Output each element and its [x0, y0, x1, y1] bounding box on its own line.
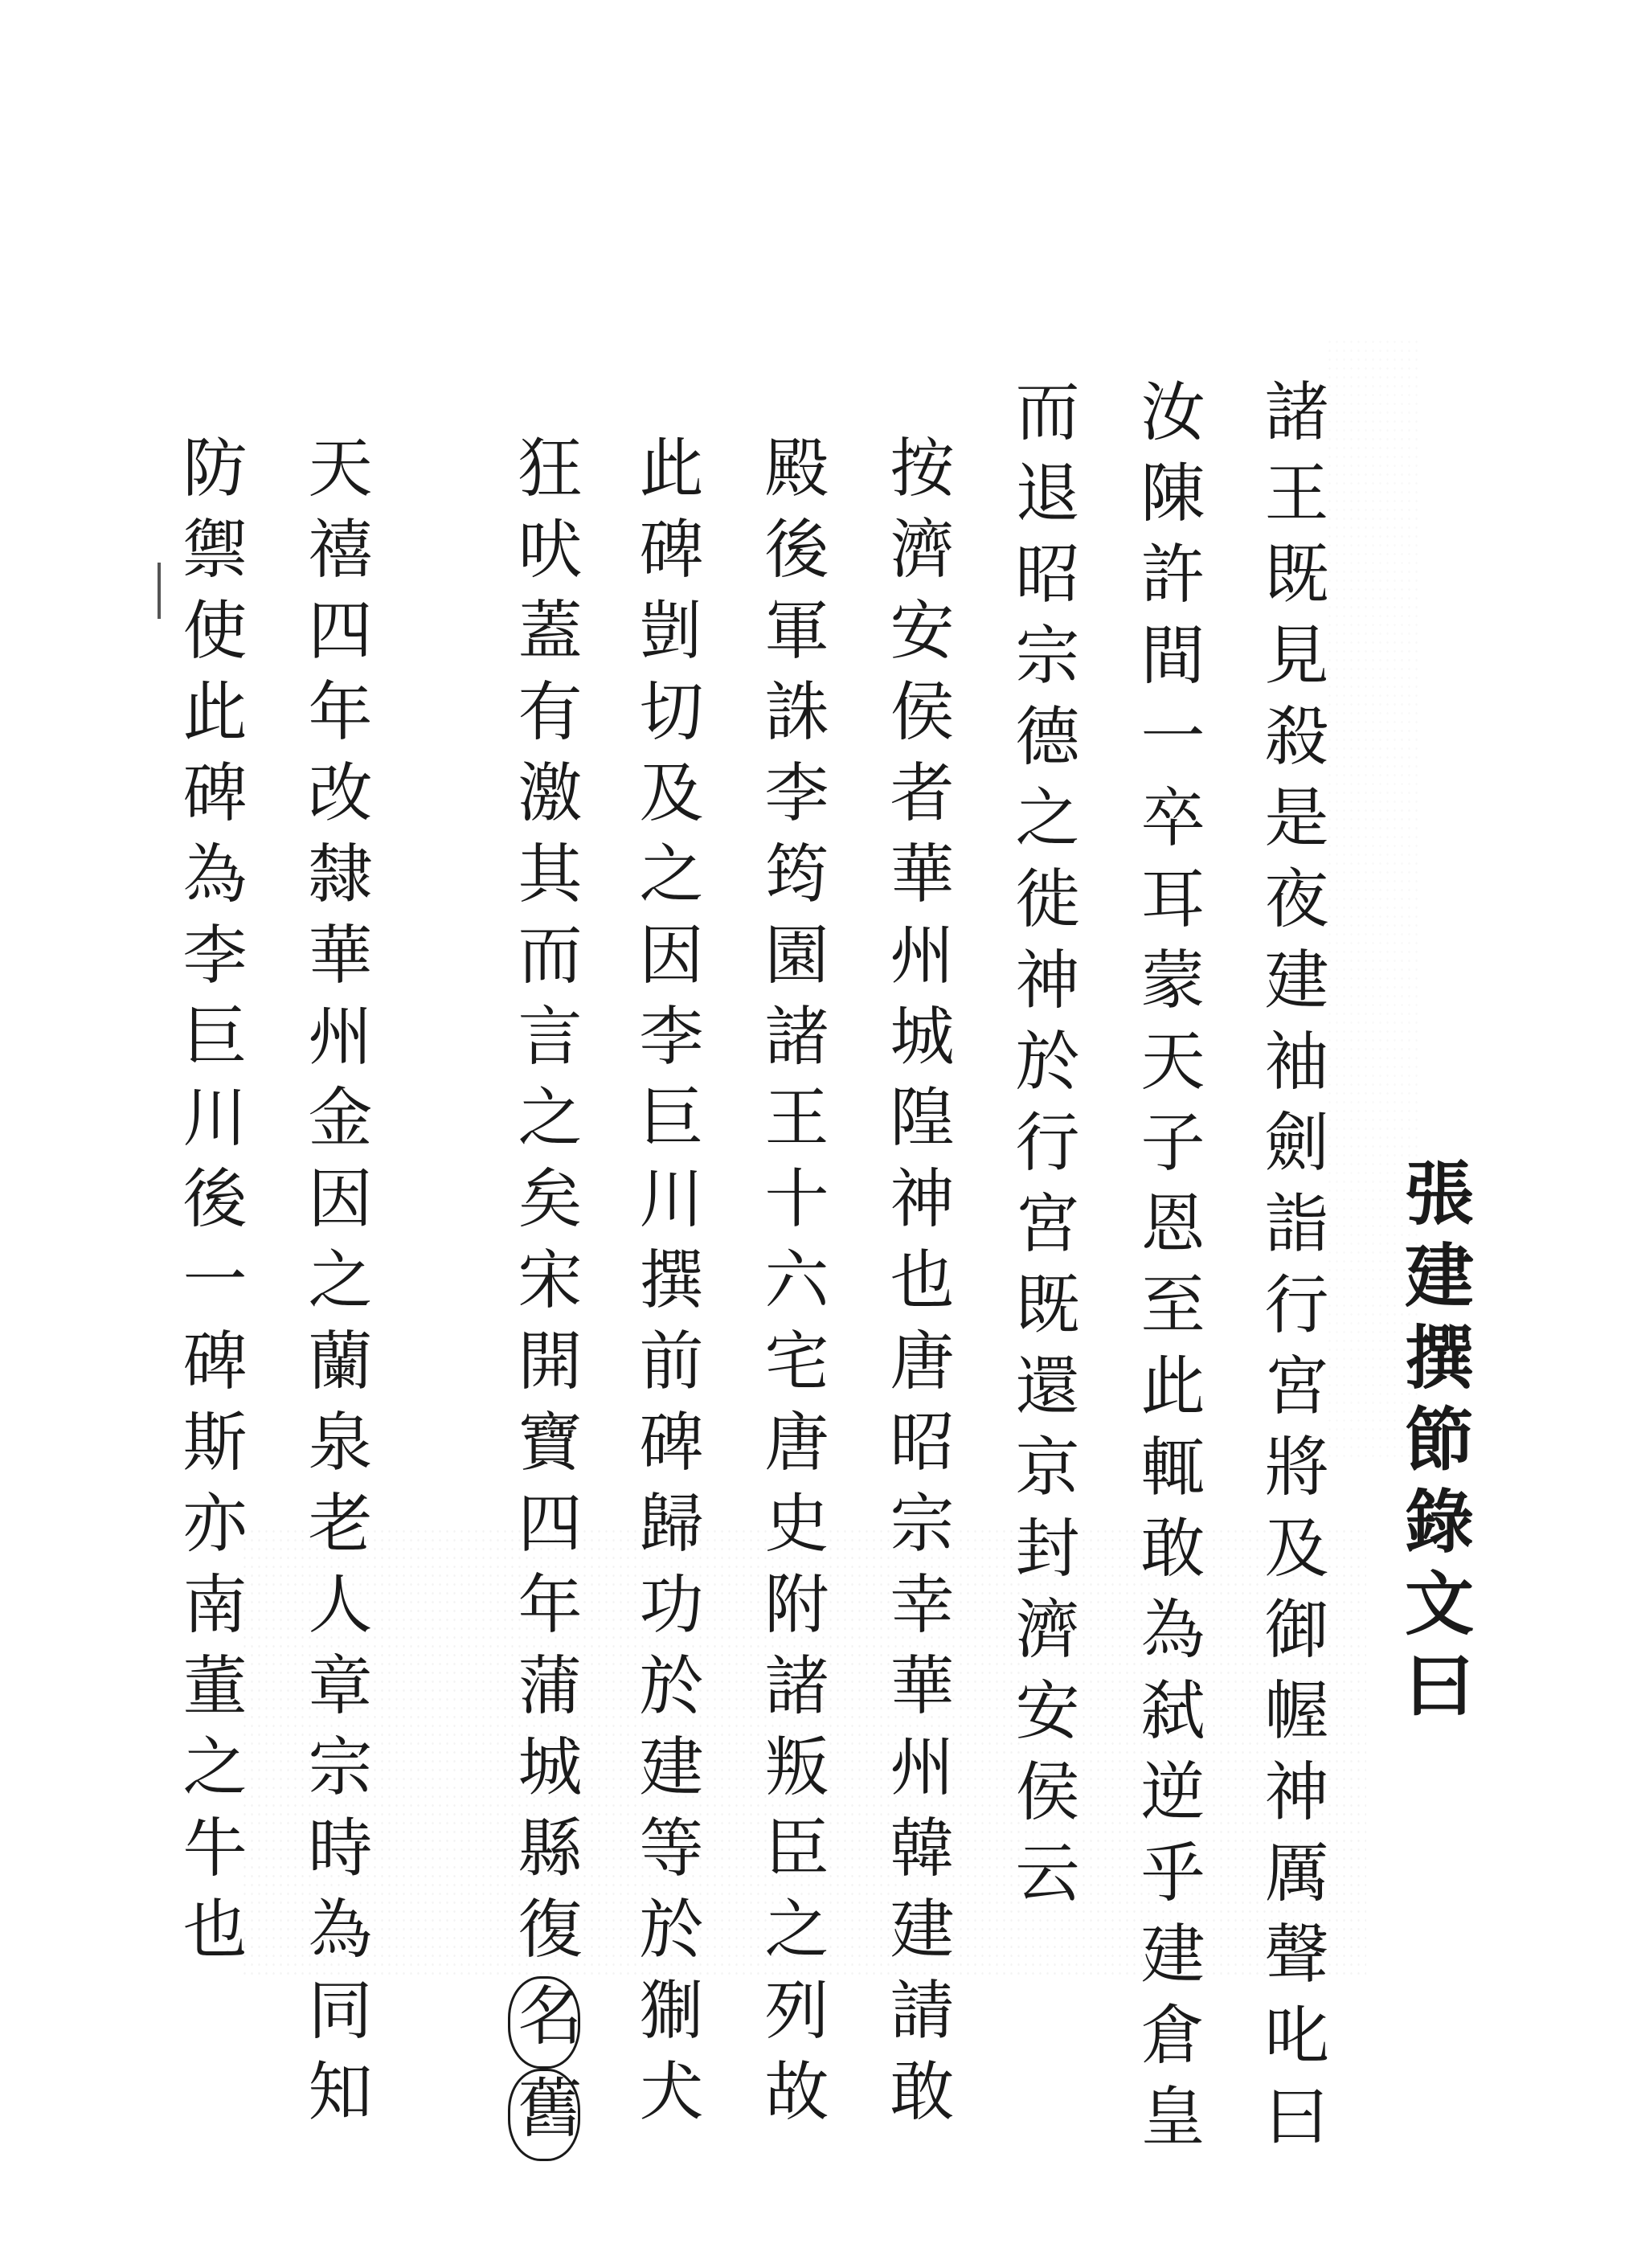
- text-column-2: 汝陳許間一卒耳蒙天子恩至此輒敢為弑逆乎建倉皇: [1130, 378, 1205, 2164]
- text-column-7: [508, 434, 580, 2161]
- text-column-5: 殿後軍誅李筠園諸王十六宅唐史附諸叛臣之列故: [754, 434, 829, 2139]
- margin-mark: [158, 563, 161, 619]
- text-column-7-body: 狂吠蓋有激其而言之矣宋開寶四年蒲城縣復: [507, 434, 582, 1976]
- circled-character: 舊: [508, 2069, 580, 2161]
- circled-character: 名: [508, 1976, 580, 2069]
- text-column-1: 諸王既見殺是夜建袖劍詣行宮將及御幄神厲聲叱曰: [1254, 378, 1328, 2164]
- text-column-8: 天禧四年改隸華州金因之蘭泉老人章宗時為同知: [297, 434, 372, 2139]
- text-column-4: 按濟安侯者華州城隍神也唐昭宗幸華州韓建請敢: [879, 434, 954, 2139]
- text-column-3: 而退昭宗德之徙神於行宮既還京封濟安侯云: [1005, 378, 1079, 1920]
- text-column-6: 此碑剴切及之因李巨川撰前碑歸功於建等於猘犬: [628, 434, 703, 2139]
- document-heading: 張建撰節錄文曰: [1393, 1157, 1474, 1731]
- text-column-9: 防禦使此碑為李巨川後一碑斯亦南董之牛也: [172, 434, 247, 1976]
